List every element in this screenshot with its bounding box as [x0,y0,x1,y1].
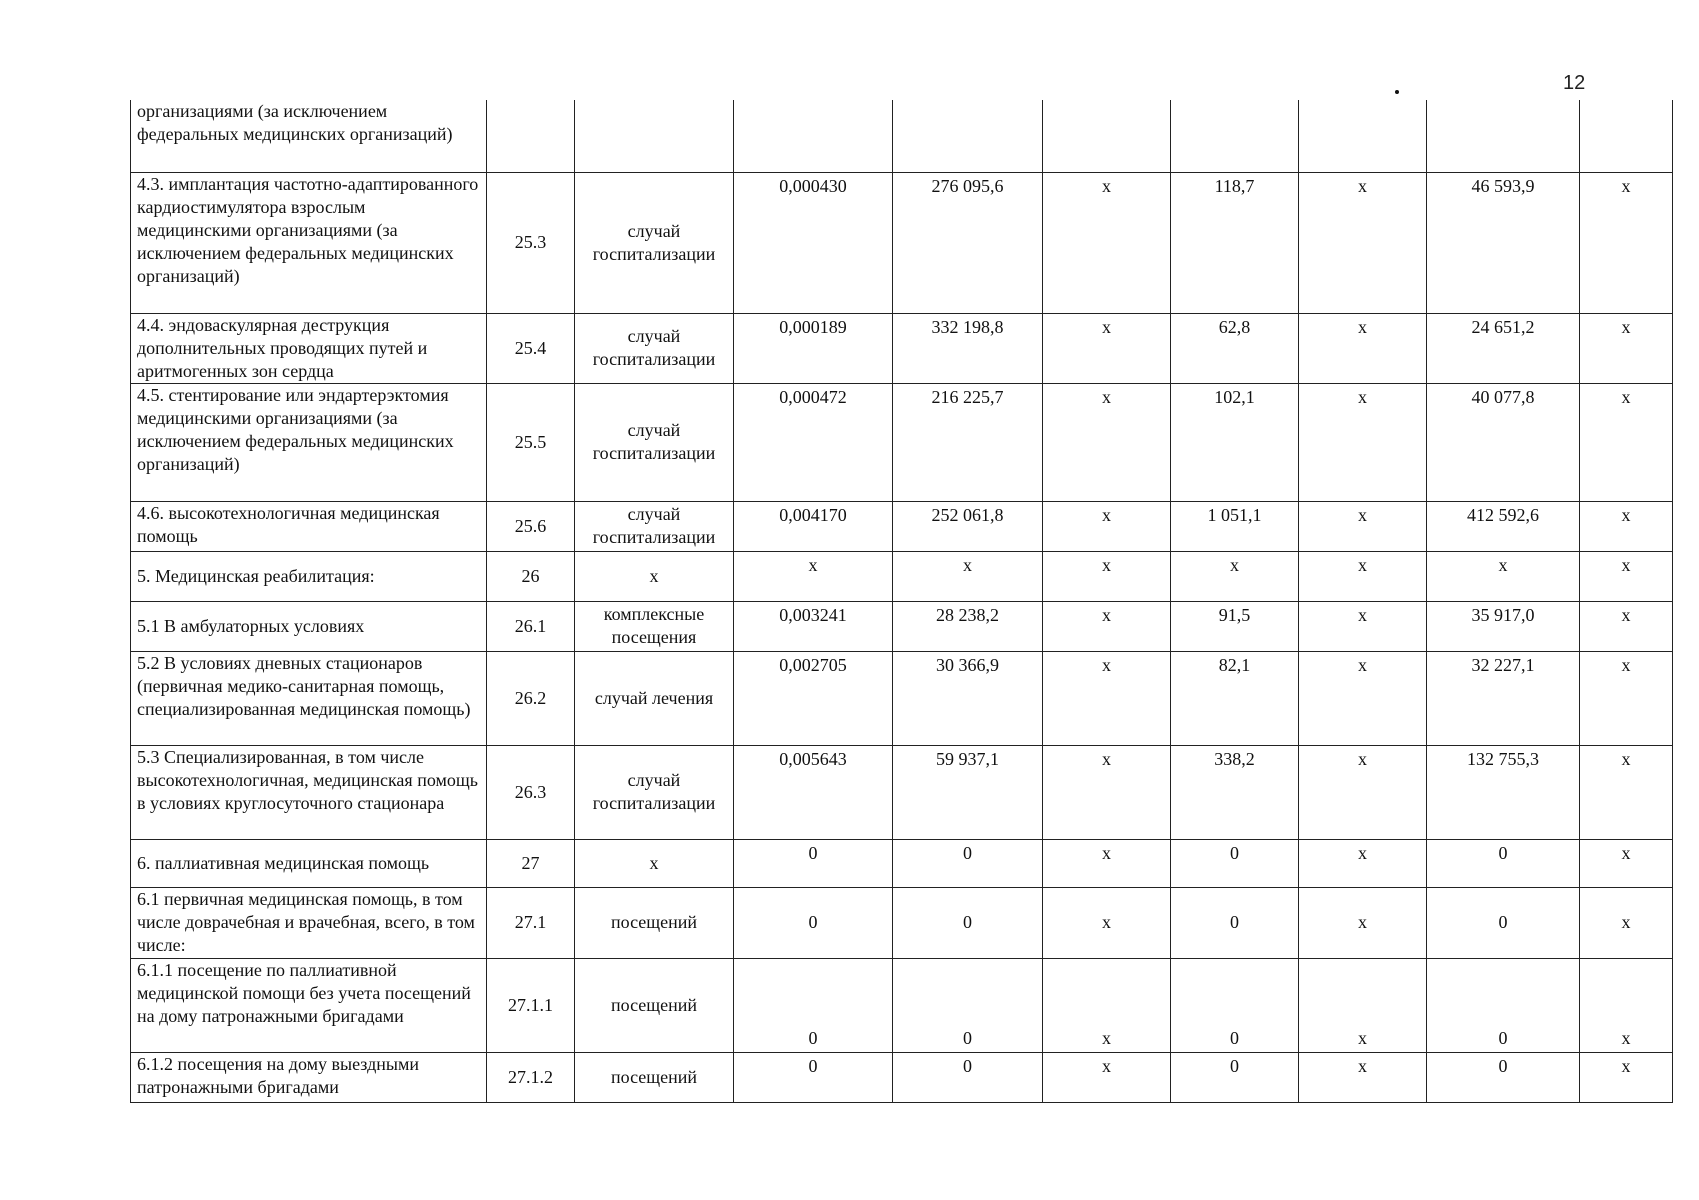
row-v7: х [1580,551,1673,601]
row-v7: х [1580,172,1673,313]
row-v2: 0 [893,887,1043,958]
row-v1 [734,100,893,172]
row-v7: х [1580,601,1673,651]
row-name: 5. Медицинская реабилитация: [131,551,487,601]
tariff-table [130,100,1673,1103]
row-v1: 0 [734,839,893,887]
row-v4: х [1171,551,1299,601]
row-v7: х [1580,1052,1673,1102]
row-v6: 46 593,9 [1427,172,1580,313]
row-v6: х [1427,551,1580,601]
row-code: 27.1.2 [487,1052,575,1102]
row-v1: 0 [734,887,893,958]
row-name: 6.1.1 посещение по паллиативной медицинской помощи без учета посещений на дому патронажными бригадами [131,958,487,1052]
row-name: 5.2 В условиях дневных стационаров (первичная медико-санитарная помощь, специализированная медицинская помощь) [131,651,487,745]
table-row [131,651,1673,745]
row-v4: 82,1 [1171,651,1299,745]
row-v4: 1 051,1 [1171,501,1299,551]
row-v5: х [1299,551,1427,601]
row-v1: 0 [734,1052,893,1102]
row-v5: х [1299,601,1427,651]
row-v6: 412 592,6 [1427,501,1580,551]
row-v1: 0,000472 [734,383,893,501]
row-v3: х [1043,651,1171,745]
row-v3: х [1043,958,1171,1052]
row-v2: 59 937,1 [893,745,1043,839]
row-v1: 0,003241 [734,601,893,651]
row-v2: 276 095,6 [893,172,1043,313]
row-v1: 0,002705 [734,651,893,745]
row-v2: 0 [893,1052,1043,1102]
row-v2: х [893,551,1043,601]
row-v3 [1043,100,1171,172]
row-v1: 0 [734,958,893,1052]
table-row [131,313,1673,383]
row-v3: х [1043,1052,1171,1102]
row-v1: 0,000430 [734,172,893,313]
row-code: 25.5 [487,383,575,501]
row-name: 5.1 В амбулаторных условиях [131,601,487,651]
table-row [131,745,1673,839]
row-code: 27.1.1 [487,958,575,1052]
row-v1: 0,005643 [734,745,893,839]
row-v2: 332 198,8 [893,313,1043,383]
row-v5: х [1299,651,1427,745]
row-v7: х [1580,383,1673,501]
row-v2: 252 061,8 [893,501,1043,551]
row-code: 25.6 [487,501,575,551]
table-row [131,601,1673,651]
row-v5 [1299,100,1427,172]
row-v5: х [1299,887,1427,958]
row-v2: 28 238,2 [893,601,1043,651]
row-v4 [1171,100,1299,172]
table-row [131,887,1673,958]
row-v1: х [734,551,893,601]
row-v4: 102,1 [1171,383,1299,501]
row-v6: 0 [1427,958,1580,1052]
row-v3: х [1043,839,1171,887]
row-v6: 0 [1427,887,1580,958]
row-code: 26.3 [487,745,575,839]
row-v3: х [1043,313,1171,383]
row-unit: посещений [575,1052,734,1102]
row-v7: х [1580,651,1673,745]
row-unit: х [575,839,734,887]
row-name: 4.5. стентирование или эндартерэктомия медицинскими организациями (за исключением федеральных медицинских организаций) [131,383,487,501]
row-v6: 35 917,0 [1427,601,1580,651]
row-v5: х [1299,1052,1427,1102]
page-number: 12 [1563,72,1586,94]
row-unit: комплексные посещения [575,601,734,651]
row-v7: х [1580,745,1673,839]
row-v7: х [1580,887,1673,958]
row-v4: 0 [1171,887,1299,958]
row-name: 4.6. высокотехнологичная медицинская помощь [131,501,487,551]
row-v4: 118,7 [1171,172,1299,313]
row-v5: х [1299,383,1427,501]
row-v7: х [1580,958,1673,1052]
row-v7: х [1580,313,1673,383]
row-v3: х [1043,601,1171,651]
row-code: 25.4 [487,313,575,383]
row-v3: х [1043,551,1171,601]
row-code: 26 [487,551,575,601]
row-unit: случай лечения [575,651,734,745]
row-v4: 0 [1171,958,1299,1052]
row-v2: 0 [893,958,1043,1052]
row-v6: 0 [1427,839,1580,887]
row-code: 25.3 [487,172,575,313]
table-row [131,501,1673,551]
row-unit: посещений [575,887,734,958]
row-v6: 0 [1427,1052,1580,1102]
row-v5: х [1299,745,1427,839]
table-row [131,172,1673,313]
row-name: 6.1.2 посещения на дому выездными патронажными бригадами [131,1052,487,1102]
row-v7: х [1580,839,1673,887]
row-v4: 0 [1171,1052,1299,1102]
row-v6: 40 077,8 [1427,383,1580,501]
table-row [131,383,1673,501]
row-v6: 132 755,3 [1427,745,1580,839]
row-v6: 32 227,1 [1427,651,1580,745]
row-v4: 91,5 [1171,601,1299,651]
row-unit: случай госпитализации [575,745,734,839]
row-v5: х [1299,313,1427,383]
table-row [131,551,1673,601]
row-v4: 338,2 [1171,745,1299,839]
table-row [131,100,1673,172]
row-v5: х [1299,839,1427,887]
row-name: организациями (за исключением федеральных медицинских организаций) [131,100,487,172]
row-v1: 0,000189 [734,313,893,383]
row-name: 6.1 первичная медицинская помощь, в том числе доврачебная и врачебная, всего, в том числе: [131,887,487,958]
row-v2 [893,100,1043,172]
row-v5: х [1299,958,1427,1052]
row-v4: 0 [1171,839,1299,887]
row-unit: посещений [575,958,734,1052]
row-v2: 30 366,9 [893,651,1043,745]
row-name: 6. паллиативная медицинская помощь [131,839,487,887]
row-name: 5.3 Специализированная, в том числе высокотехнологичная, медицинская помощь в условиях круглосуточного стационара [131,745,487,839]
row-unit: случай госпитализации [575,383,734,501]
row-v2: 0 [893,839,1043,887]
row-unit: случай госпитализации [575,501,734,551]
row-unit: х [575,551,734,601]
row-v5: х [1299,172,1427,313]
row-v2: 216 225,7 [893,383,1043,501]
scan-speck [1395,90,1399,94]
row-v3: х [1043,501,1171,551]
table-row [131,958,1673,1052]
row-code [487,100,575,172]
table-row [131,1052,1673,1102]
row-v4: 62,8 [1171,313,1299,383]
table-row [131,839,1673,887]
row-v6 [1427,100,1580,172]
row-name: 4.4. эндоваскулярная деструкция дополнительных проводящих путей и аритмогенных зон сердца [131,313,487,383]
row-code: 26.1 [487,601,575,651]
row-v7 [1580,100,1673,172]
row-unit [575,100,734,172]
row-v3: х [1043,887,1171,958]
row-code: 27 [487,839,575,887]
row-v7: х [1580,501,1673,551]
row-v3: х [1043,745,1171,839]
row-v1: 0,004170 [734,501,893,551]
row-unit: случай госпитализации [575,313,734,383]
row-v6: 24 651,2 [1427,313,1580,383]
row-code: 26.2 [487,651,575,745]
row-code: 27.1 [487,887,575,958]
row-v3: х [1043,383,1171,501]
row-v3: х [1043,172,1171,313]
row-v5: х [1299,501,1427,551]
row-name: 4.3. имплантация частотно-адаптированного кардиостимулятора взрослым медицинскими организациями (за исключением федеральных медицинских организаций) [131,172,487,313]
row-unit: случай госпитализации [575,172,734,313]
